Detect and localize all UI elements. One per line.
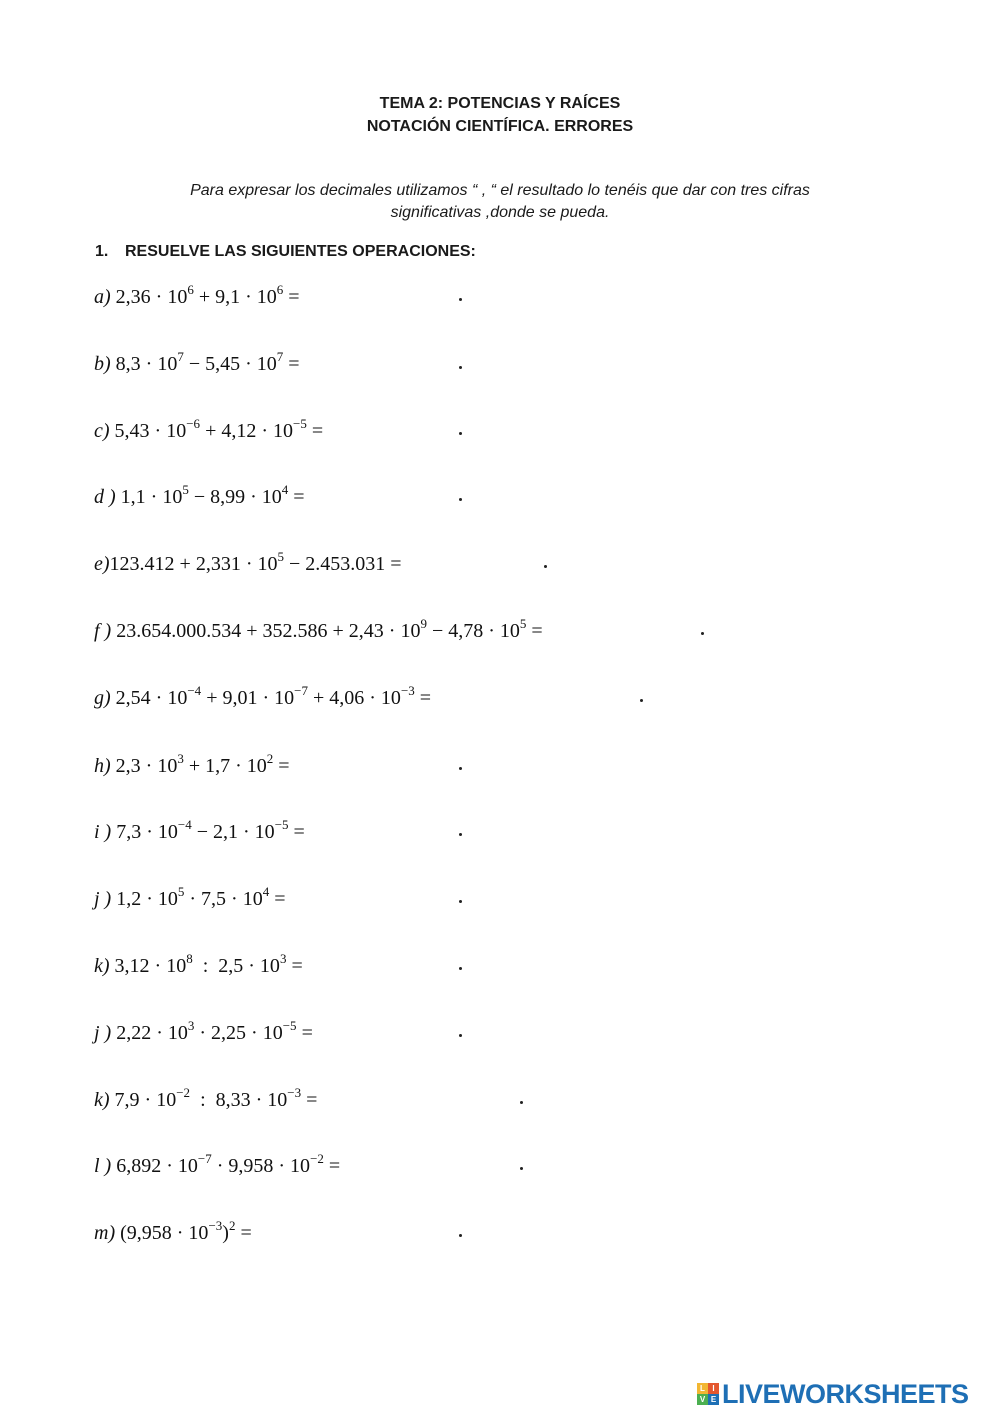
logo-icon-letter: L <box>697 1383 708 1394</box>
answer-box-b[interactable] <box>459 366 462 369</box>
exercise-c <box>94 416 324 443</box>
exercise-label: e) <box>94 553 110 575</box>
exponent: 4 <box>262 884 270 899</box>
exercise-label: h) <box>94 755 111 777</box>
answer-box-g[interactable] <box>640 699 643 702</box>
logo-text: LIVEWORKSHEETS <box>722 1378 969 1409</box>
exponent: −7 <box>197 1151 212 1166</box>
answer-box-a[interactable] <box>459 298 462 301</box>
expr-part: 123.412 + 2,331 · 10 <box>109 553 278 575</box>
exercise-e <box>94 549 402 576</box>
exercise-label: j ) <box>94 1022 112 1044</box>
expr-part: = <box>235 1222 252 1244</box>
exponent: −2 <box>176 1085 191 1100</box>
expr-part: · 2,25 · 10 <box>194 1022 283 1044</box>
worksheet-title-line1: TEMA 2: POTENCIAS Y RAÍCES <box>379 95 621 112</box>
exercise-m <box>94 1218 252 1245</box>
expr-part: = <box>301 1089 318 1111</box>
expr-part: + 9,01 · 10 <box>201 687 295 709</box>
exponent: 4 <box>281 482 289 497</box>
exponent: −3 <box>208 1218 223 1233</box>
worksheet-title-line2: NOTACIÓN CIENTÍFICA. ERRORES <box>366 118 634 135</box>
logo-icon-letter: I <box>708 1383 719 1394</box>
exercise-label: g) <box>94 687 111 709</box>
answer-box-d[interactable] <box>459 498 462 501</box>
answer-box-k2[interactable] <box>520 1101 523 1104</box>
expr-part: 2,36 · 10 <box>115 286 188 308</box>
expr-part: 6,892 · 10 <box>116 1155 198 1177</box>
expr-part: = <box>283 286 300 308</box>
answer-box-c[interactable] <box>459 432 462 435</box>
exponent: −3 <box>400 683 415 698</box>
exponent: 2 <box>228 1218 236 1233</box>
exercise-label: i ) <box>94 821 112 843</box>
exercise-h <box>94 751 290 778</box>
exponent: 2 <box>266 751 274 766</box>
expr-part: = <box>288 821 305 843</box>
liveworksheets-logo <box>697 1379 969 1409</box>
answer-box-k[interactable] <box>459 967 462 970</box>
exponent: −7 <box>294 683 308 698</box>
exponent: −3 <box>287 1085 302 1100</box>
expr-part: = <box>414 687 432 709</box>
expr-part: + 9,1 · 10 <box>193 286 277 308</box>
exercise-label: j ) <box>94 888 112 910</box>
exponent: 8 <box>186 951 193 966</box>
expr-part: · 9,958 · 10 <box>211 1155 311 1177</box>
exponent: −4 <box>177 817 192 832</box>
expr-part: · 7,5 · 10 <box>184 888 263 910</box>
exponent: 3 <box>279 951 287 966</box>
answer-box-h[interactable] <box>459 767 462 770</box>
instructions-line1: Para expresar los decimales utilizamos “ , “ el resultado lo tenéis que dar con tres cifras <box>190 182 810 199</box>
answer-box-i[interactable] <box>459 833 462 836</box>
expr-part: 7,9 · 10 <box>114 1089 177 1111</box>
expr-part: : 8,33 · 10 <box>190 1089 288 1111</box>
expr-part: − 2,1 · 10 <box>191 821 275 843</box>
logo-icon-letter: V <box>697 1394 708 1405</box>
expr-part: = <box>286 955 303 977</box>
answer-box-m[interactable] <box>459 1234 462 1237</box>
exercise-label: d ) <box>94 486 116 508</box>
exercise-b <box>94 349 300 376</box>
logo-icon-letter: E <box>708 1394 719 1405</box>
expr-part: 2,22 · 10 <box>116 1022 188 1044</box>
expr-part: − 2.453.031 = <box>284 553 402 575</box>
answer-box-l[interactable] <box>520 1167 523 1170</box>
expr-part: = <box>269 888 286 910</box>
exercise-label: k) <box>94 1089 110 1111</box>
expr-part: 5,43 · 10 <box>114 420 187 442</box>
exponent: 6 <box>276 282 284 297</box>
instructions <box>120 180 880 224</box>
expr-part: ) <box>222 1222 229 1244</box>
answer-box-f[interactable] <box>701 632 704 635</box>
expr-part: = <box>306 420 324 442</box>
expr-part: 2,54 · 10 <box>115 687 188 709</box>
exercise-label: l ) <box>94 1155 112 1177</box>
exponent: 5 <box>182 482 189 497</box>
expr-part: + 4,12 · 10 <box>200 420 294 442</box>
exercise-f <box>94 616 543 643</box>
exercise-l <box>94 1151 341 1178</box>
answer-box-j[interactable] <box>459 900 462 903</box>
exponent: 3 <box>177 751 184 766</box>
expr-part: 1,1 · 10 <box>120 486 183 508</box>
expr-part: 1,2 · 10 <box>116 888 178 910</box>
exercise-j <box>94 884 286 911</box>
exercise-k <box>94 951 303 978</box>
expr-part: 2,3 · 10 <box>115 755 178 777</box>
exercise-k2 <box>94 1085 318 1112</box>
expr-part: = <box>323 1155 341 1177</box>
exponent: −6 <box>186 416 201 431</box>
exponent: −5 <box>274 817 289 832</box>
exercise-g <box>94 683 432 710</box>
exponent: −5 <box>293 416 307 431</box>
expr-part: + 1,7 · 10 <box>183 755 267 777</box>
expr-part: = <box>296 1022 313 1044</box>
exponent: 7 <box>276 349 284 364</box>
expr-part: − 4,78 · 10 <box>426 620 520 642</box>
exercise-label: k) <box>94 955 110 977</box>
exponent: 3 <box>187 1018 195 1033</box>
section-title: RESUELVE LAS SIGUIENTES OPERACIONES: <box>125 243 476 260</box>
expr-part: 3,12 · 10 <box>114 955 187 977</box>
instructions-line2: significativas ,donde se pueda. <box>390 204 610 221</box>
exponent: 5 <box>277 549 284 564</box>
section-number: 1. <box>95 243 109 260</box>
expr-part: − 5,45 · 10 <box>183 353 277 375</box>
expr-part: = <box>288 486 305 508</box>
expr-part: 23.654.000.534 + 352.586 + 2,43 · 10 <box>116 620 421 642</box>
expr-part: + 4,06 · 10 <box>307 687 401 709</box>
expr-part: 8,3 · 10 <box>115 353 178 375</box>
exercise-i <box>94 817 305 844</box>
exercise-label: f ) <box>94 620 112 642</box>
expr-part: (9,958 · 10 <box>120 1222 209 1244</box>
exercise-label: a) <box>94 286 111 308</box>
exponent: 5 <box>177 884 185 899</box>
expr-part: : 2,5 · 10 <box>192 955 280 977</box>
expr-part: − 8,99 · 10 <box>188 486 282 508</box>
exponent: −4 <box>187 683 202 698</box>
exercise-label: b) <box>94 353 111 375</box>
answer-box-e[interactable] <box>544 565 547 568</box>
exponent: 5 <box>519 616 527 631</box>
answer-box-j2[interactable] <box>459 1034 462 1037</box>
exercise-label: c) <box>94 420 110 442</box>
exercise-label: m) <box>94 1222 116 1244</box>
exponent: 9 <box>420 616 427 631</box>
exercise-j2 <box>94 1018 313 1045</box>
expr-part: = <box>273 755 290 777</box>
liveworksheets-icon <box>697 1383 719 1405</box>
exercise-a <box>94 282 300 309</box>
exponent: 7 <box>177 349 184 364</box>
expr-part: = <box>526 620 543 642</box>
exercise-d <box>94 482 305 509</box>
exponent: 6 <box>187 282 194 297</box>
exponent: −2 <box>310 1151 324 1166</box>
expr-part: 7,3 · 10 <box>116 821 178 843</box>
expr-part: = <box>283 353 300 375</box>
section-heading <box>95 243 476 261</box>
exponent: −5 <box>282 1018 297 1033</box>
